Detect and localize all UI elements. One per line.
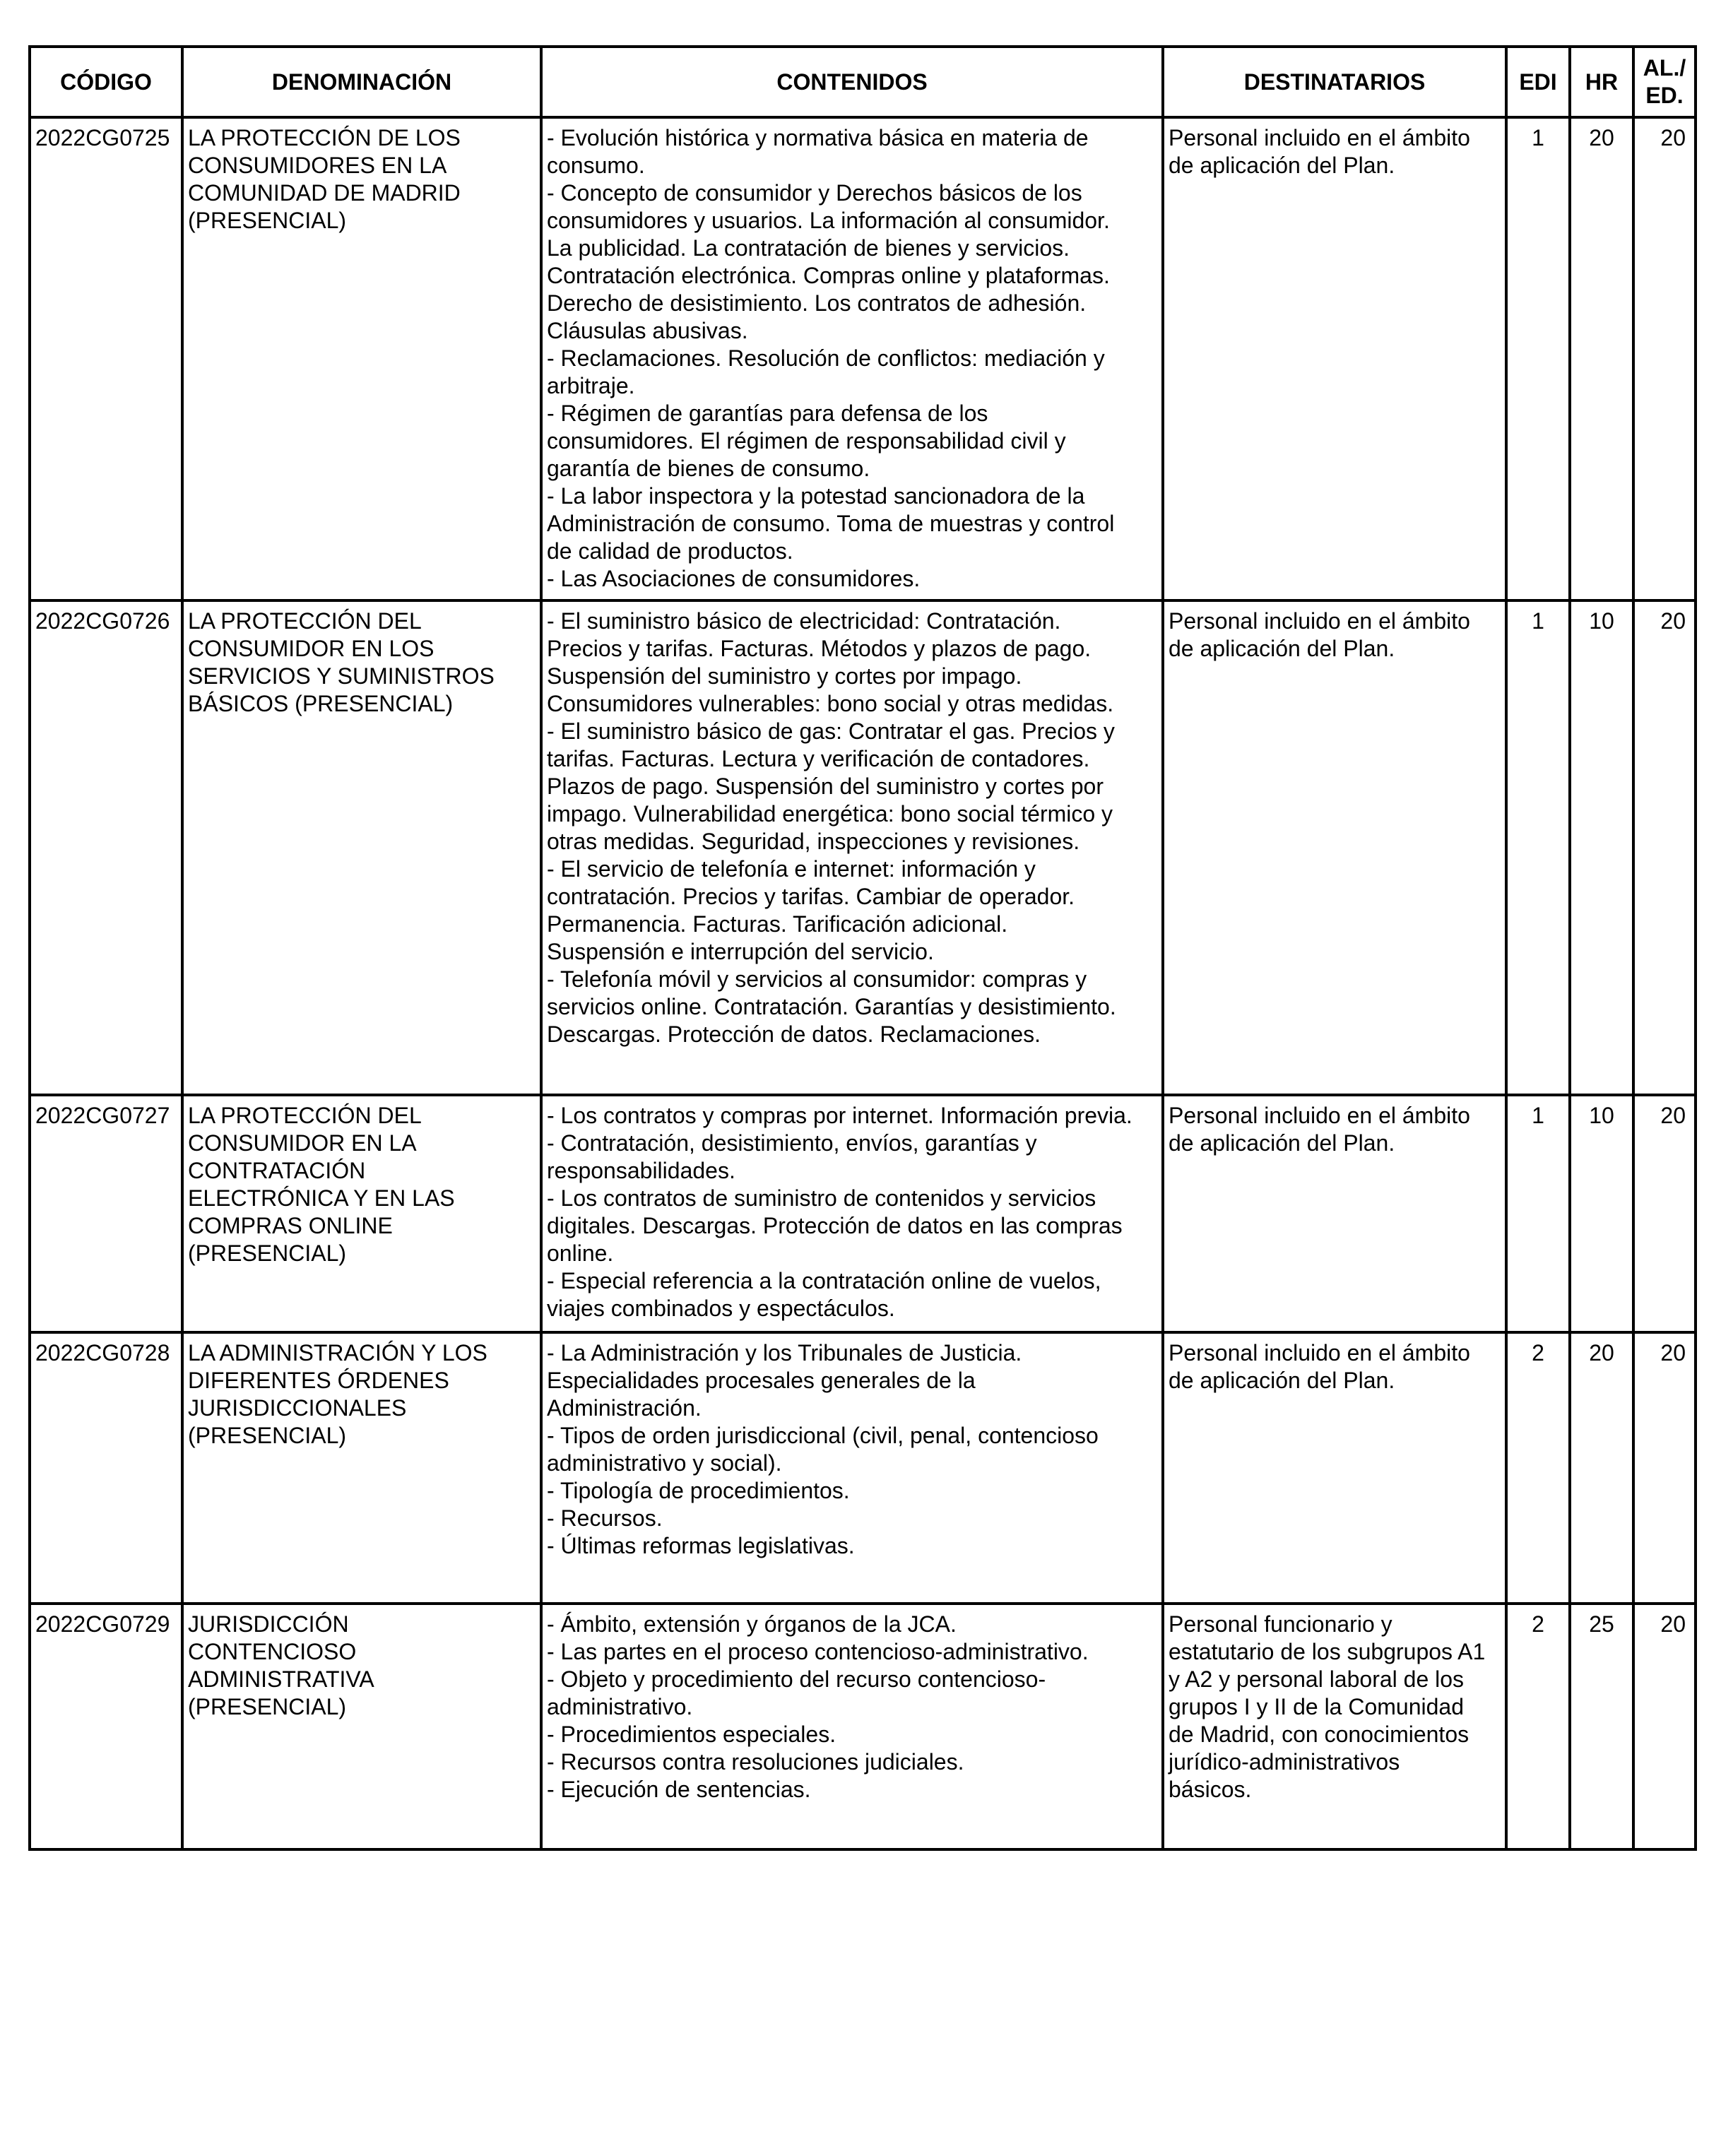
denominacion-line: (PRESENCIAL) bbox=[188, 1423, 347, 1448]
contenidos-line: - El servicio de telefonía e internet: información y bbox=[547, 856, 1036, 882]
contenidos-line: administrativo. bbox=[547, 1694, 693, 1719]
denominacion-line: LA PROTECCIÓN DEL bbox=[188, 1103, 422, 1128]
alumnos-value: 20 bbox=[1660, 1103, 1686, 1128]
cell-alumnos bbox=[1633, 117, 1696, 600]
cell-codigo bbox=[30, 117, 182, 600]
contenidos-line: consumidores. El régimen de responsabilidad civil y bbox=[547, 428, 1066, 454]
course-table bbox=[28, 45, 1697, 1851]
denominacion-line: (PRESENCIAL) bbox=[188, 1694, 347, 1719]
cell-hr bbox=[1570, 117, 1633, 600]
cell-edi bbox=[1506, 1095, 1570, 1332]
contenidos-line: Descargas. Protección de datos. Reclamaciones. bbox=[547, 1021, 1041, 1047]
destinatarios-line: Personal funcionario y bbox=[1169, 1611, 1392, 1637]
cell-alumnos bbox=[1633, 1332, 1696, 1604]
cell-hr bbox=[1570, 1604, 1633, 1849]
cell-edi bbox=[1506, 600, 1570, 1095]
contenidos-line: - Las Asociaciones de consumidores. bbox=[547, 566, 921, 591]
course-code: 2022CG0725 bbox=[35, 125, 170, 150]
destinatarios-line: Personal incluido en el ámbito bbox=[1169, 1340, 1470, 1366]
contenidos-line: La publicidad. La contratación de bienes y servicios. bbox=[547, 235, 1070, 261]
edi-value: 2 bbox=[1532, 1611, 1544, 1637]
contenidos-line: - Recursos. bbox=[547, 1505, 663, 1531]
edi-value: 1 bbox=[1532, 608, 1544, 634]
destinatarios-line: Personal incluido en el ámbito bbox=[1169, 1103, 1470, 1128]
contenidos-line: - Ejecución de sentencias. bbox=[547, 1777, 811, 1802]
denominacion-line: JURISDICCIÓN bbox=[188, 1611, 349, 1637]
contenidos-line: online. bbox=[547, 1240, 614, 1266]
contenidos-line: - Objeto y procedimiento del recurso contencioso- bbox=[547, 1666, 1046, 1692]
denominacion-line: ELECTRÓNICA Y EN LAS bbox=[188, 1185, 455, 1211]
denominacion-line: ADMINISTRATIVA bbox=[188, 1666, 374, 1692]
cell-denominacion bbox=[182, 1095, 541, 1332]
cell-denominacion bbox=[182, 117, 541, 600]
table-row bbox=[30, 117, 1696, 600]
contenidos-line: - Los contratos y compras por internet. Información previa. bbox=[547, 1103, 1132, 1128]
contenidos-line: responsabilidades. bbox=[547, 1158, 735, 1183]
cell-edi bbox=[1506, 117, 1570, 600]
header-codigo: CÓDIGO bbox=[30, 47, 182, 117]
contenidos-line: Contratación electrónica. Compras online y plataformas. bbox=[547, 263, 1110, 288]
hr-value: 10 bbox=[1589, 608, 1614, 634]
contenidos-line: Especialidades procesales generales de la bbox=[547, 1368, 976, 1393]
cell-codigo bbox=[30, 1332, 182, 1604]
contenidos-line: Cláusulas abusivas. bbox=[547, 318, 748, 343]
table-row bbox=[30, 1095, 1696, 1332]
edi-value: 2 bbox=[1532, 1340, 1544, 1366]
destinatarios-line: de Madrid, con conocimientos bbox=[1169, 1722, 1469, 1747]
contenidos-line: - Especial referencia a la contratación online de vuelos, bbox=[547, 1268, 1101, 1293]
contenidos-line: - Ámbito, extensión y órganos de la JCA. bbox=[547, 1611, 957, 1637]
denominacion-line: COMPRAS ONLINE bbox=[188, 1213, 393, 1238]
header-denominacion: DENOMINACIÓN bbox=[182, 47, 541, 117]
contenidos-line: - Concepto de consumidor y Derechos básicos de los bbox=[547, 180, 1082, 206]
contenidos-line: Suspensión e interrupción del servicio. bbox=[547, 939, 934, 964]
cell-contenidos bbox=[541, 1095, 1163, 1332]
edi-value: 1 bbox=[1532, 125, 1544, 150]
cell-destinatarios bbox=[1163, 1604, 1506, 1849]
course-code: 2022CG0726 bbox=[35, 608, 170, 634]
contenidos-line: Plazos de pago. Suspensión del suministro y cortes por bbox=[547, 774, 1104, 799]
cell-edi bbox=[1506, 1332, 1570, 1604]
contenidos-line: - Contratación, desistimiento, envíos, garantías y bbox=[547, 1130, 1037, 1156]
cell-hr bbox=[1570, 600, 1633, 1095]
contenidos-line: Permanencia. Facturas. Tarificación adicional. bbox=[547, 911, 1008, 937]
denominacion-line: JURISDICCIONALES bbox=[188, 1395, 407, 1421]
header-edi: EDI bbox=[1506, 47, 1570, 117]
denominacion-line: CONSUMIDOR EN LA bbox=[188, 1130, 417, 1156]
contenidos-line: - Tipología de procedimientos. bbox=[547, 1478, 850, 1503]
denominacion-line: (PRESENCIAL) bbox=[188, 208, 347, 233]
contenidos-line: Consumidores vulnerables: bono social y otras medidas. bbox=[547, 691, 1114, 716]
denominacion-line: LA PROTECCIÓN DEL bbox=[188, 608, 422, 634]
contenidos-line: otras medidas. Seguridad, inspecciones y revisiones. bbox=[547, 829, 1080, 854]
contenidos-line: Administración. bbox=[547, 1395, 702, 1421]
table-body bbox=[30, 117, 1696, 1849]
contenidos-line: - Régimen de garantías para defensa de los bbox=[547, 401, 988, 426]
cell-destinatarios bbox=[1163, 600, 1506, 1095]
contenidos-line: - Recursos contra resoluciones judiciales. bbox=[547, 1749, 964, 1775]
alumnos-value: 20 bbox=[1660, 608, 1686, 634]
hr-value: 25 bbox=[1589, 1611, 1614, 1637]
contenidos-line: - La Administración y los Tribunales de Justicia. bbox=[547, 1340, 1022, 1366]
destinatarios-line: básicos. bbox=[1169, 1777, 1252, 1802]
cell-alumnos bbox=[1633, 1095, 1696, 1332]
denominacion-line: (PRESENCIAL) bbox=[188, 1240, 347, 1266]
denominacion-line: CONSUMIDOR EN LOS bbox=[188, 636, 434, 661]
cell-codigo bbox=[30, 600, 182, 1095]
denominacion-line: CONSUMIDORES EN LA bbox=[188, 153, 447, 178]
cell-contenidos bbox=[541, 1332, 1163, 1604]
header-destinatarios: DESTINATARIOS bbox=[1163, 47, 1506, 117]
contenidos-line: - Últimas reformas legislativas. bbox=[547, 1533, 855, 1558]
denominacion-line: LA ADMINISTRACIÓN Y LOS bbox=[188, 1340, 487, 1366]
destinatarios-line: y A2 y personal laboral de los bbox=[1169, 1666, 1465, 1692]
contenidos-line: Suspensión del suministro y cortes por impago. bbox=[547, 663, 1022, 689]
contenidos-line: viajes combinados y espectáculos. bbox=[547, 1296, 895, 1321]
contenidos-line: - Evolución histórica y normativa básica en materia de bbox=[547, 125, 1089, 150]
contenidos-line: - La labor inspectora y la potestad sancionadora de la bbox=[547, 483, 1085, 509]
cell-codigo bbox=[30, 1604, 182, 1849]
cell-hr bbox=[1570, 1332, 1633, 1604]
header-contenidos: CONTENIDOS bbox=[541, 47, 1163, 117]
contenidos-line: digitales. Descargas. Protección de datos en las compras bbox=[547, 1213, 1123, 1238]
contenidos-line: - El suministro básico de electricidad: Contratación. bbox=[547, 608, 1061, 634]
contenidos-line: garantía de bienes de consumo. bbox=[547, 456, 870, 481]
contenidos-line: tarifas. Facturas. Lectura y verificación de contadores. bbox=[547, 746, 1090, 771]
contenidos-line: administrativo y social). bbox=[547, 1450, 782, 1476]
denominacion-line: DIFERENTES ÓRDENES bbox=[188, 1368, 449, 1393]
cell-contenidos bbox=[541, 117, 1163, 600]
cell-destinatarios bbox=[1163, 1095, 1506, 1332]
contenidos-line: consumidores y usuarios. La información al consumidor. bbox=[547, 208, 1110, 233]
destinatarios-line: de aplicación del Plan. bbox=[1169, 1130, 1395, 1156]
contenidos-line: - Los contratos de suministro de contenidos y servicios bbox=[547, 1185, 1096, 1211]
alumnos-value: 20 bbox=[1660, 1611, 1686, 1637]
cell-codigo bbox=[30, 1095, 182, 1332]
cell-denominacion bbox=[182, 1604, 541, 1849]
edi-value: 1 bbox=[1532, 1103, 1544, 1128]
denominacion-line: SERVICIOS Y SUMINISTROS bbox=[188, 663, 495, 689]
destinatarios-line: de aplicación del Plan. bbox=[1169, 1368, 1395, 1393]
denominacion-line: CONTRATACIÓN bbox=[188, 1158, 366, 1183]
destinatarios-line: Personal incluido en el ámbito bbox=[1169, 125, 1470, 150]
destinatarios-line: de aplicación del Plan. bbox=[1169, 153, 1395, 178]
denominacion-line: COMUNIDAD DE MADRID bbox=[188, 180, 461, 206]
cell-edi bbox=[1506, 1604, 1570, 1849]
header-row bbox=[30, 47, 1696, 117]
table-row bbox=[30, 1604, 1696, 1849]
cell-hr bbox=[1570, 1095, 1633, 1332]
cell-alumnos bbox=[1633, 1604, 1696, 1849]
cell-denominacion bbox=[182, 600, 541, 1095]
contenidos-line: - Reclamaciones. Resolución de conflictos: mediación y bbox=[547, 345, 1105, 371]
destinatarios-line: grupos I y II de la Comunidad bbox=[1169, 1694, 1465, 1719]
contenidos-line: - Las partes en el proceso contencioso-administrativo. bbox=[547, 1639, 1089, 1664]
cell-destinatarios bbox=[1163, 117, 1506, 600]
denominacion-line: CONTENCIOSO bbox=[188, 1639, 357, 1664]
alumnos-value: 20 bbox=[1660, 1340, 1686, 1366]
destinatarios-line: jurídico-administrativos bbox=[1169, 1749, 1400, 1775]
hr-value: 10 bbox=[1589, 1103, 1614, 1128]
contenidos-line: de calidad de productos. bbox=[547, 538, 793, 564]
cell-denominacion bbox=[182, 1332, 541, 1604]
header-hr: HR bbox=[1570, 47, 1633, 117]
hr-value: 20 bbox=[1589, 125, 1614, 150]
course-code: 2022CG0728 bbox=[35, 1340, 170, 1366]
denominacion-line: BÁSICOS (PRESENCIAL) bbox=[188, 691, 454, 716]
contenidos-line: - Tipos de orden jurisdiccional (civil, penal, contencioso bbox=[547, 1423, 1099, 1448]
header-alumnos: AL./ ED. bbox=[1633, 47, 1696, 117]
contenidos-line: - Procedimientos especiales. bbox=[547, 1722, 836, 1747]
cell-contenidos bbox=[541, 600, 1163, 1095]
contenidos-line: Administración de consumo. Toma de muestras y control bbox=[547, 511, 1115, 536]
contenidos-line: - El suministro básico de gas: Contratar el gas. Precios y bbox=[547, 718, 1115, 744]
contenidos-line: contratación. Precios y tarifas. Cambiar de operador. bbox=[547, 884, 1075, 909]
hr-value: 20 bbox=[1589, 1340, 1614, 1366]
contenidos-line: arbitraje. bbox=[547, 373, 635, 398]
contenidos-line: impago. Vulnerabilidad energética: bono social térmico y bbox=[547, 801, 1113, 827]
cell-destinatarios bbox=[1163, 1332, 1506, 1604]
cell-contenidos bbox=[541, 1604, 1163, 1849]
destinatarios-line: de aplicación del Plan. bbox=[1169, 636, 1395, 661]
table-row bbox=[30, 600, 1696, 1095]
table-row bbox=[30, 1332, 1696, 1604]
course-code: 2022CG0729 bbox=[35, 1611, 170, 1637]
destinatarios-line: estatutario de los subgrupos A1 bbox=[1169, 1639, 1486, 1664]
cell-alumnos bbox=[1633, 600, 1696, 1095]
contenidos-line: - Telefonía móvil y servicios al consumidor: compras y bbox=[547, 966, 1087, 992]
contenidos-line: consumo. bbox=[547, 153, 645, 178]
contenidos-line: Derecho de desistimiento. Los contratos de adhesión. bbox=[547, 290, 1087, 316]
course-code: 2022CG0727 bbox=[35, 1103, 170, 1128]
destinatarios-line: Personal incluido en el ámbito bbox=[1169, 608, 1470, 634]
contenidos-line: servicios online. Contratación. Garantías y desistimiento. bbox=[547, 994, 1116, 1019]
alumnos-value: 20 bbox=[1660, 125, 1686, 150]
denominacion-line: LA PROTECCIÓN DE LOS bbox=[188, 125, 461, 150]
contenidos-line: Precios y tarifas. Facturas. Métodos y plazos de pago. bbox=[547, 636, 1092, 661]
